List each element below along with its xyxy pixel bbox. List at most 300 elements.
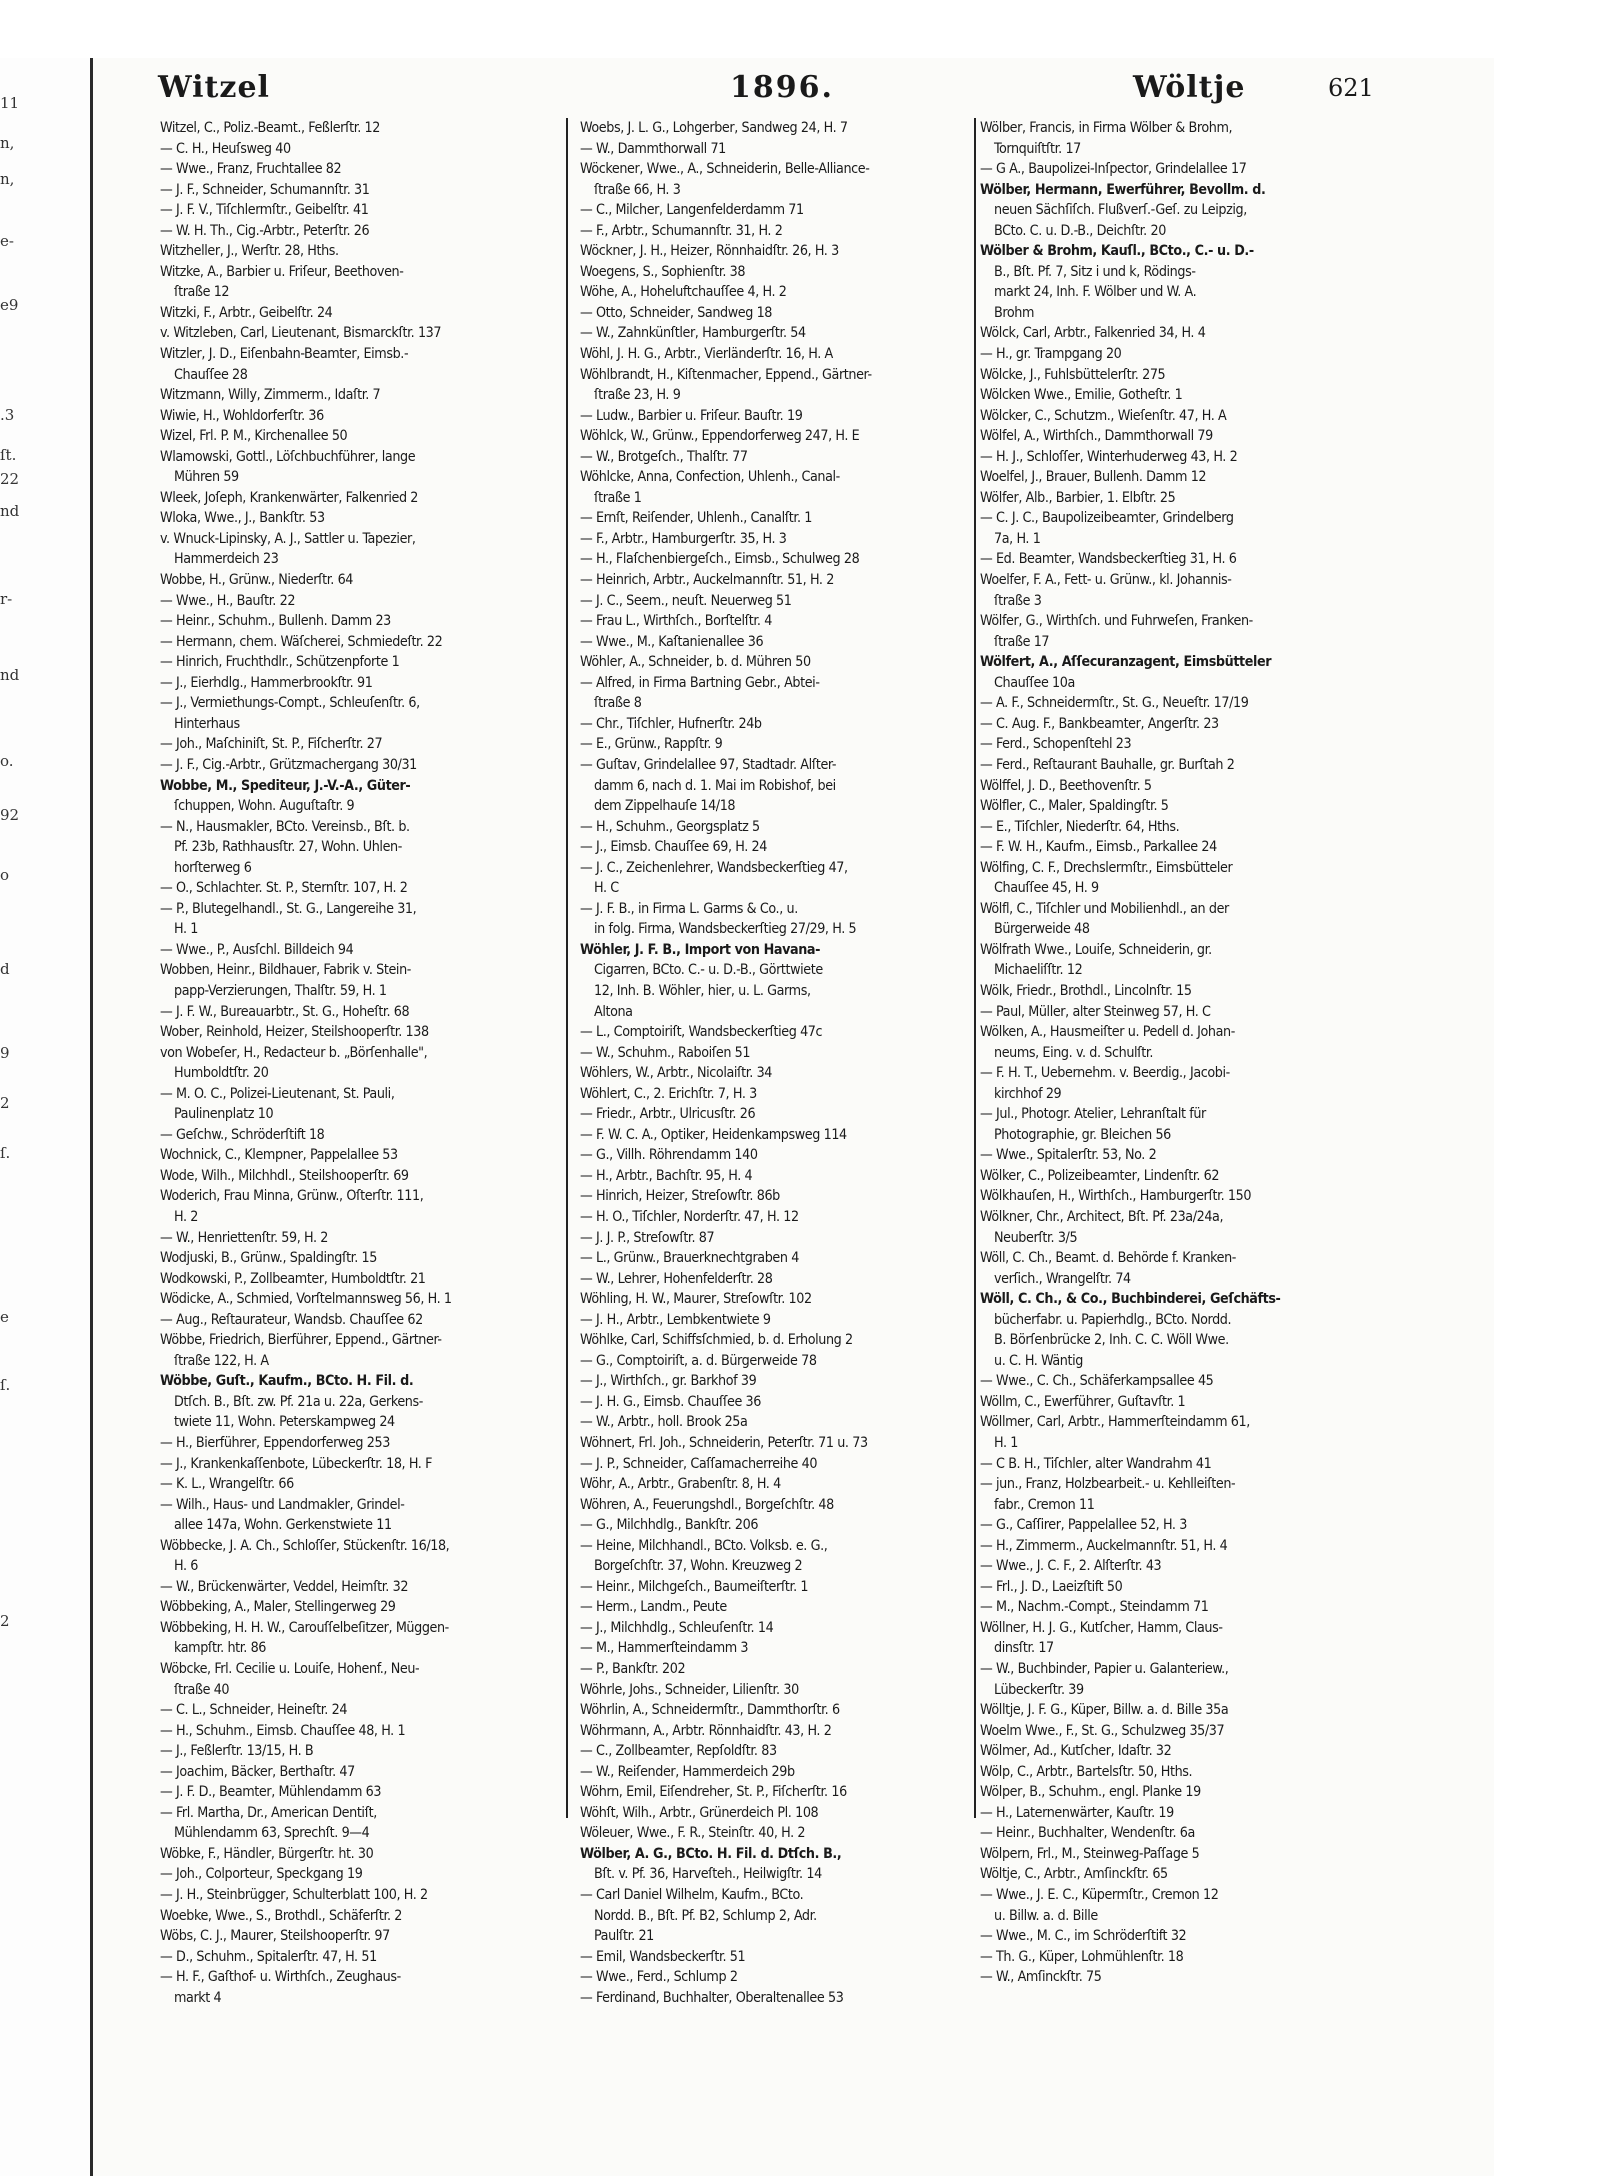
directory-entry (160, 1536, 572, 1577)
entry-line: Wölkhauſen, H., Wirthſch., Hamburgerſtr. 150 (980, 1188, 1252, 1205)
directory-entry (980, 1248, 1392, 1289)
entry-line: Witzmann, Willy, Zimmerm., Idaſtr. 7 (160, 387, 381, 404)
directory-entry (160, 1125, 572, 1146)
entry-line: — W., Arbtr., holl. Brook 25a (580, 1414, 748, 1431)
directory-entry (980, 385, 1392, 406)
entry-line: — G., Caſſirer, Pappelallee 52, H. 3 (980, 1517, 1187, 1534)
directory-entry (980, 1864, 1392, 1885)
entry-continuation-line: H. C (594, 880, 619, 897)
directory-entry (580, 1967, 992, 1988)
entry-line: — J., Eierhdlg., Hammerbrookſtr. 91 (160, 674, 373, 691)
entry-line: Wleek, Joſeph, Krankenwärter, Falkenried 2 (160, 489, 419, 506)
directory-entry (160, 180, 572, 201)
entry-line: — D., Schuhm., Spitalerſtr. 47, H. 51 (160, 1948, 377, 1965)
directory-entry (160, 1577, 572, 1598)
entry-continuation-line: Cigarren, BCto. C.- u. D.-B., Görttwiete (594, 962, 823, 979)
entry-continuation-line: kampſtr. htr. 86 (174, 1640, 267, 1657)
entry-line: Wobbe, H., Grünw., Niederſtr. 64 (160, 572, 354, 589)
directory-entry (580, 714, 992, 735)
entry-line: — Joachim, Bäcker, Berthaſtr. 47 (160, 1763, 355, 1780)
entry-continuation-line: u. C. H. Wäntig (994, 1352, 1083, 1369)
directory-entry (580, 139, 992, 160)
directory-entry (980, 1823, 1392, 1844)
directory-entry (160, 118, 572, 139)
directory-entry (160, 1474, 572, 1495)
facing-page-fragment: ſ. (0, 1376, 11, 1394)
directory-entry (580, 241, 992, 262)
entry-line: — Heinr., Milchgeſch., Baumeiſterſtr. 1 (580, 1578, 809, 1595)
directory-entry (980, 817, 1392, 838)
entry-line: — Joh., Maſchiniſt, St. P., Fiſcherſtr. 27 (160, 736, 383, 753)
directory-entry (980, 1721, 1392, 1742)
entry-line: Wöhler, A., Schneider, b. d. Mühren 50 (580, 654, 811, 671)
entry-line: v. Witzleben, Carl, Lieutenant, Bismarckſtr. 137 (160, 325, 442, 342)
directory-entry (160, 570, 572, 591)
directory-entry (580, 1228, 992, 1249)
entry-line: — J., Krankenkaſſenbote, Lübeckerſtr. 18, H. F (160, 1455, 433, 1472)
directory-column-2 (580, 118, 992, 2008)
directory-entry (980, 1762, 1392, 1783)
directory-entry (580, 652, 992, 673)
entry-line: Wöll, C. Ch., Beamt. d. Behörde f. Kranken- (980, 1250, 1237, 1267)
directory-entry (980, 714, 1392, 735)
directory-entry (980, 426, 1392, 447)
directory-entry (980, 344, 1392, 365)
entry-line: von Wobeſer, H., Redacteur b. „Börſenhalle", (160, 1044, 428, 1061)
directory-entry (160, 241, 572, 262)
directory-entry (580, 282, 992, 303)
entry-line: — Wwe., M. C., im Schröderſtift 32 (980, 1928, 1187, 1945)
directory-entry (980, 899, 1392, 940)
facing-page-fragment: e (0, 1308, 9, 1326)
entry-line: — Ferd., Schopenſtehl 23 (980, 736, 1132, 753)
entry-line: — Chr., Tiſchler, Hufnerſtr. 24b (580, 715, 762, 732)
entry-continuation-line: Chauſſee 45, H. 9 (994, 880, 1099, 897)
directory-entry (160, 1043, 572, 1084)
entry-line: — G., Milchhdlg., Bankſtr. 206 (580, 1517, 759, 1534)
entry-line: — J. F. B., in Firma L. Garms & Co., u. (580, 900, 798, 917)
entry-line: — J. F., Schneider, Schumannſtr. 31 (160, 181, 370, 198)
entry-continuation-line: ſtraße 40 (174, 1681, 230, 1698)
directory-entry (980, 508, 1392, 549)
directory-entry (980, 1947, 1392, 1968)
entry-continuation-line: Bürgerweide 48 (994, 921, 1090, 938)
entry-line: Wölber, Francis, in Firma Wölber & Brohm, (980, 120, 1233, 136)
facing-page-fragment: n, (0, 170, 15, 188)
directory-entry (160, 426, 572, 447)
entry-continuation-line: u. Billw. a. d. Bille (994, 1907, 1098, 1924)
entry-line: — J. F. W., Bureauarbtr., St. G., Hoheſtr. 68 (160, 1003, 410, 1020)
entry-line: — P., Bankſtr. 202 (580, 1661, 686, 1678)
entry-continuation-line: Hammerdeich 23 (174, 551, 279, 568)
directory-entry (160, 303, 572, 324)
directory-entry (980, 1063, 1392, 1104)
entry-line: — Jul., Photogr. Atelier, Lehranſtalt für (980, 1106, 1206, 1123)
directory-entry (580, 262, 992, 283)
directory-entry (580, 1474, 992, 1495)
page-number: 621 (1328, 74, 1374, 102)
entry-line: Wöhling, H. W., Maurer, Streſowſtr. 102 (580, 1291, 812, 1308)
directory-entry (580, 1145, 992, 1166)
directory-entry (580, 426, 992, 447)
directory-entry (580, 1186, 992, 1207)
facing-page-fragment: nd (0, 666, 20, 684)
entry-continuation-line: B., Bſt. Pf. 7, Sitz i und k, Rödings- (994, 263, 1196, 280)
entry-line: Wizel, Frl. P. M., Kirchenallee 50 (160, 428, 348, 445)
entry-line: — Frl., J. D., Laeizſtift 50 (980, 1578, 1123, 1595)
entry-line: — H., Schuhm., Georgsplatz 5 (580, 818, 760, 835)
directory-entry (160, 878, 572, 899)
directory-entry (160, 1947, 572, 1968)
entry-line: Wölber, A. G., BCto. H. Fil. d. Dtſch. B., (580, 1845, 842, 1862)
entry-continuation-line: Nordd. B., Bſt. Pf. B2, Schlump 2, Adr. (594, 1907, 817, 1924)
entry-continuation-line: Mühren 59 (174, 469, 239, 486)
entry-line: Wölken, A., Hausmeiſter u. Pedell d. Johan- (980, 1024, 1235, 1041)
entry-line: Wölfrath Wwe., Louiſe, Schneiderin, gr. (980, 941, 1212, 958)
entry-line: — J., Feßlerſtr. 13/15, H. B (160, 1743, 314, 1760)
entry-line: — Th. G., Küper, Lohmühlenſtr. 18 (980, 1948, 1184, 1965)
entry-line: — W., Schuhm., Raboiſen 51 (580, 1044, 751, 1061)
entry-continuation-line: Humboldtſtr. 20 (174, 1065, 269, 1082)
directory-entry (160, 1741, 572, 1762)
entry-line: — C., Zollbeamter, Repſoldſtr. 83 (580, 1743, 777, 1760)
directory-entry (580, 899, 992, 940)
directory-entry (580, 1207, 992, 1228)
entry-continuation-line: Tornquiſtſtr. 17 (994, 140, 1081, 157)
entry-line: Wiwie, H., Wohldorferſtr. 36 (160, 407, 324, 424)
entry-line: — Wwe., J. E. C., Küpermſtr., Cremon 12 (980, 1887, 1219, 1904)
directory-entry (160, 1269, 572, 1290)
directory-entry (980, 837, 1392, 858)
entry-line: — W., Buchbinder, Papier u. Galanteriew., (980, 1661, 1229, 1678)
entry-line: — J. H., Arbtr., Lembkentwiete 9 (580, 1311, 771, 1328)
directory-entry (160, 652, 572, 673)
facing-page-fragment: ſ. (0, 1144, 11, 1162)
facing-page-fragment: 9 (0, 1044, 10, 1062)
entry-line: — O., Schlachter. St. P., Sternſtr. 107, H. 2 (160, 880, 408, 897)
entry-continuation-line: ſtraße 8 (594, 695, 642, 712)
directory-entry (160, 1022, 572, 1043)
entry-line: — K. L., Wrangelſtr. 66 (160, 1476, 294, 1493)
facing-page-fragment: nd (0, 502, 20, 520)
entry-continuation-line: H. 2 (174, 1208, 198, 1225)
entry-line: — F. W. H., Kaufm., Eimsb., Parkallee 24 (980, 839, 1217, 856)
directory-entry (160, 1289, 572, 1310)
directory-entry (580, 1166, 992, 1187)
directory-entry (580, 1269, 992, 1290)
directory-entry (980, 1474, 1392, 1515)
directory-entry (980, 1186, 1392, 1207)
entry-line: Wölmer, Ad., Kutſcher, Idaſtr. 32 (980, 1743, 1172, 1760)
directory-entry (980, 1803, 1392, 1824)
directory-entry (160, 447, 572, 488)
directory-entry (160, 632, 572, 653)
directory-entry (980, 570, 1392, 611)
directory-entry (580, 529, 992, 550)
entry-line: Wöll, C. Ch., & Co., Buchbinderei, Geſchäfts- (980, 1291, 1281, 1308)
entry-line: — Geſchw., Schröderſtift 18 (160, 1126, 325, 1143)
entry-line: Wloka, Wwe., J., Bankſtr. 53 (160, 510, 325, 527)
entry-line: Woelm Wwe., F., St. G., Schulzweg 35/37 (980, 1722, 1225, 1739)
directory-entry (160, 1597, 572, 1618)
entry-line: Wlamowski, Gottl., Löſchbuchführer, lange (160, 448, 416, 465)
directory-entry (580, 1782, 992, 1803)
directory-entry (580, 303, 992, 324)
directory-entry (980, 1844, 1392, 1865)
directory-entry (980, 180, 1392, 242)
entry-line: — Heine, Milchhandl., BCto. Volksb. e. G., (580, 1537, 828, 1554)
entry-line: — Frl. Martha, Dr., American Dentiſt, (160, 1804, 377, 1821)
directory-entry (580, 118, 992, 139)
entry-line: Woelfel, J., Brauer, Bullenh. Damm 12 (980, 469, 1207, 486)
directory-entry (160, 262, 572, 303)
directory-entry (980, 776, 1392, 797)
directory-column-1 (160, 118, 572, 2008)
facing-page-fragment: 92 (0, 806, 20, 824)
entry-line: Wöbbeking, H. H. W., Carouſſelbeſitzer, Müggen- (160, 1619, 449, 1636)
entry-line: — H., Schuhm., Eimsb. Chauſſee 48, H. 1 (160, 1722, 406, 1739)
directory-entry (980, 406, 1392, 427)
entry-line: — Guſtav, Grindelallee 97, Stadtadr. Alſter- (580, 756, 837, 773)
entry-line: Witzler, J. D., Eiſenbahn-Beamter, Eimsb.- (160, 346, 409, 363)
entry-line: Wöhe, A., Hoheluftchauſſee 4, H. 2 (580, 284, 787, 301)
directory-entry (160, 960, 572, 1001)
directory-entry (580, 1844, 992, 1885)
entry-line: Wölfl, C., Tiſchler und Mobilienhdl., an der (980, 900, 1229, 917)
entry-line: — J. P., Schneider, Caſſamacherreihe 40 (580, 1455, 818, 1472)
entry-line: Wölck, Carl, Arbtr., Falkenried 34, H. 4 (980, 325, 1206, 342)
directory-entry (580, 1125, 992, 1146)
directory-entry (580, 1330, 992, 1351)
entry-continuation-line: markt 24, Inh. F. Wölber und W. A. (994, 284, 1197, 301)
entry-line: — G A., Baupolizei-Inſpector, Grindelallee 17 (980, 161, 1247, 178)
entry-line: — H. J., Schloſſer, Winterhuderweg 43, H. 2 (980, 448, 1238, 465)
directory-entry (580, 1289, 992, 1310)
entry-line: Woderich, Frau Minna, Grünw., Oſterſtr. 111, (160, 1188, 424, 1205)
entry-line: Wölkner, Chr., Architect, Bſt. Pf. 23a/24a, (980, 1208, 1224, 1225)
facing-page-fragment: e9 (0, 296, 19, 314)
entry-line: — J. J. P., Streſowſtr. 87 (580, 1229, 715, 1246)
directory-entry (160, 1926, 572, 1947)
entry-line: — Wwe., J. C. F., 2. Alſterſtr. 43 (980, 1558, 1162, 1575)
entry-continuation-line: kirchhof 29 (994, 1085, 1062, 1102)
directory-entry (160, 1782, 572, 1803)
directory-entry (980, 858, 1392, 899)
entry-line: — W., Henriettenſtr. 59, H. 2 (160, 1229, 328, 1246)
entry-continuation-line: ſchuppen, Wohn. Auguſtaſtr. 9 (174, 798, 355, 815)
entry-line: Wölfing, C. F., Drechslermſtr., Eimsbütteler (980, 859, 1233, 876)
entry-line: Wober, Reinhold, Heizer, Steilshooperſtr. 138 (160, 1024, 429, 1041)
entry-continuation-line: in folg. Firma, Wandsbeckerſtieg 27/29, H. 5 (594, 921, 857, 938)
directory-entry (160, 1803, 572, 1844)
facing-page-fragment: n, (0, 134, 15, 152)
entry-line: Wölffel, J. D., Beethovenſtr. 5 (980, 777, 1152, 794)
entry-continuation-line: Dtſch. B., Bſt. zw. Pf. 21a u. 22a, Gerkens- (174, 1393, 423, 1410)
entry-line: — Frau L., Wirthſch., Borſtelſtr. 4 (580, 613, 772, 630)
directory-entry (580, 1885, 992, 1947)
entry-line: — H., Bierführer, Eppendorferweg 253 (160, 1435, 390, 1451)
entry-line: Witzki, F., Arbtr., Geibelſtr. 24 (160, 304, 333, 321)
directory-entry (580, 673, 992, 714)
directory-entry (980, 488, 1392, 509)
directory-entry (160, 1002, 572, 1023)
directory-entry (160, 591, 572, 612)
entry-continuation-line: verſich., Wrangelſtr. 74 (994, 1270, 1131, 1287)
directory-entry (980, 1022, 1392, 1063)
directory-entry (580, 549, 992, 570)
directory-entry (160, 200, 572, 221)
entry-continuation-line: Photographie, gr. Bleichen 56 (994, 1126, 1171, 1143)
entry-continuation-line: ſtraße 1 (594, 489, 642, 506)
directory-entry (580, 1762, 992, 1783)
directory-entry (580, 159, 992, 200)
entry-continuation-line: ſtraße 17 (994, 633, 1050, 650)
directory-entry (580, 1392, 992, 1413)
directory-entry (980, 1002, 1392, 1023)
entry-line: Witzel, C., Poliz.-Beamt., Feßlerſtr. 12 (160, 120, 380, 136)
directory-entry (160, 508, 572, 529)
entry-line: — Otto, Schneider, Sandweg 18 (580, 304, 773, 321)
entry-line: — C. H., Heuſsweg 40 (160, 140, 291, 157)
directory-entry (580, 570, 992, 591)
entry-line: Wöbbe, Friedrich, Bierführer, Eppend., Gärtner- (160, 1332, 442, 1349)
entry-line: — C. Aug. F., Bankbeamter, Angerſtr. 23 (980, 715, 1219, 732)
directory-entry (980, 755, 1392, 776)
entry-continuation-line: Lübeckerſtr. 39 (994, 1681, 1084, 1698)
facing-page-edge (0, 58, 90, 2176)
entry-line: Wölcken Wwe., Emilie, Gotheſtr. 1 (980, 387, 1183, 404)
entry-continuation-line: Brohm (994, 304, 1035, 321)
directory-entry (580, 1700, 992, 1721)
entry-line: — H., Flaſchenbiergeſch., Eimsb., Schulweg 28 (580, 551, 860, 568)
directory-entry (980, 734, 1392, 755)
entry-line: — N., Hausmakler, BCto. Vereinsb., Bſt. b. (160, 818, 410, 835)
entry-line: — W., Brotgeſch., Thalſtr. 77 (580, 448, 748, 465)
entry-line: Witzke, A., Barbier u. Friſeur, Beethoven- (160, 263, 404, 280)
directory-entry (980, 1371, 1392, 1392)
entry-line: — Wwe., Ferd., Schlump 2 (580, 1969, 738, 1986)
entry-continuation-line: Mühlendamm 63, Sprechſt. 9—4 (174, 1825, 370, 1842)
directory-entry (160, 1166, 572, 1187)
entry-line: Wöhlcke, Anna, Confection, Uhlenh., Canal- (580, 469, 840, 486)
directory-entry (580, 344, 992, 365)
directory-entry (580, 1803, 992, 1824)
entry-continuation-line: dem Zippelhauſe 14/18 (594, 798, 736, 815)
entry-line: Woebke, Wwe., S., Brothdl., Schäferſtr. 2 (160, 1907, 403, 1924)
directory-entry (160, 406, 572, 427)
entry-line: Wöhſt, Wilh., Arbtr., Grünerdeich Pl. 108 (580, 1804, 819, 1821)
directory-entry (980, 1782, 1392, 1803)
entry-line: — F., Arbtr., Hamburgerſtr. 35, H. 3 (580, 530, 787, 547)
directory-entry (580, 1988, 992, 2009)
directory-entry (160, 1844, 572, 1865)
directory-entry (580, 1371, 992, 1392)
entry-continuation-line: ſtraße 66, H. 3 (594, 181, 681, 198)
entry-line: — M., Nachm.-Compt., Steindamm 71 (980, 1599, 1209, 1616)
directory-entry (160, 1330, 572, 1371)
directory-entry (160, 1618, 572, 1659)
entry-line: Wöhren, A., Feuerungshdl., Borgeſchſtr. 48 (580, 1496, 834, 1513)
directory-entry (160, 1721, 572, 1742)
entry-continuation-line: Pf. 23b, Rathhausſtr. 27, Wohn. Uhlen- (174, 839, 402, 856)
directory-entry (160, 1659, 572, 1700)
facing-page-fragment: d (0, 960, 10, 978)
directory-entry (580, 1351, 992, 1372)
entry-continuation-line: allee 147a, Wohn. Gerkenstwiete 11 (174, 1517, 392, 1534)
entry-line: Wöckner, J. H., Heizer, Rönnhaidſtr. 26, H. 3 (580, 243, 839, 260)
entry-line: Wode, Wilh., Milchhdl., Steilshooperſtr. 69 (160, 1167, 409, 1184)
facing-page-fragment: r- (0, 590, 13, 608)
entry-line: — Hinrich, Heizer, Streſowſtr. 86b (580, 1188, 780, 1205)
entry-line: — J. C., Zeichenlehrer, Wandsbeckerſtieg 47, (580, 859, 848, 876)
directory-entry (980, 365, 1392, 386)
directory-entry (160, 817, 572, 879)
directory-entry (580, 1495, 992, 1516)
entry-continuation-line: twiete 11, Wohn. Peterskampweg 24 (174, 1414, 395, 1431)
directory-entry (980, 467, 1392, 488)
entry-line: Wödicke, A., Schmied, Vorſtelmannsweg 56, H. 1 (160, 1291, 452, 1308)
entry-line: Wöbbe, Guſt., Kaufm., BCto. H. Fil. d. (160, 1373, 414, 1390)
directory-entry (980, 611, 1392, 652)
directory-entry (580, 323, 992, 344)
directory-entry (580, 1084, 992, 1105)
entry-line: Wöllmer, Carl, Arbtr., Hammerſteindamm 61, (980, 1414, 1250, 1431)
directory-entry (980, 118, 1392, 159)
directory-entry (980, 652, 1392, 693)
entry-line: — H. F., Gaſthof- u. Wirthſch., Zeughaus- (160, 1969, 401, 1986)
entry-line: — W. H. Th., Cig.-Arbtr., Peterſtr. 26 (160, 222, 370, 239)
entry-line: Wöhrmann, A., Arbtr. Rönnhaidſtr. 43, H. 2 (580, 1722, 832, 1739)
entry-line: Wölfert, A., Aſſecuranzagent, Eimsbütteler (980, 654, 1272, 671)
gutter-rule (90, 58, 93, 2176)
directory-entry (580, 940, 992, 1022)
directory-entry (160, 1885, 572, 1906)
directory-entry (980, 1556, 1392, 1577)
directory-entry (160, 1495, 572, 1536)
directory-entry (580, 1741, 992, 1762)
directory-entry (160, 611, 572, 632)
entry-line: — F. W. C. A., Optiker, Heidenkampsweg 114 (580, 1126, 847, 1143)
directory-entry (580, 1433, 992, 1454)
directory-entry (160, 1186, 572, 1227)
directory-entry (580, 1104, 992, 1125)
directory-entry (580, 755, 992, 817)
entry-line: — C B. H., Tiſchler, alter Wandrahm 41 (980, 1455, 1212, 1472)
entry-continuation-line: H. 6 (174, 1558, 198, 1575)
entry-line: Wodkowski, P., Zollbeamter, Humboldtſtr. 21 (160, 1270, 426, 1287)
entry-line: Wöhlck, W., Grünw., Eppendorferweg 247, H. E (580, 428, 860, 445)
directory-entry (160, 221, 572, 242)
entry-continuation-line: ſtraße 122, H. A (174, 1352, 269, 1369)
entry-line: — Alfred, in Firma Bartning Gebr., Abtei- (580, 674, 820, 691)
directory-entry (580, 611, 992, 632)
directory-entry (160, 1864, 572, 1885)
entry-line: — W., Dammthorwall 71 (580, 140, 726, 157)
entry-line: — L., Grünw., Brauerknechtgraben 4 (580, 1250, 799, 1267)
directory-entry (580, 1823, 992, 1844)
entry-line: — Wwe., C. Ch., Schäferkampsallee 45 (980, 1373, 1214, 1390)
directory-entry (580, 837, 992, 858)
entry-line: Wochnick, C., Klempner, Pappelallee 53 (160, 1147, 398, 1164)
entry-line: — W., Lehrer, Hohenfelderſtr. 28 (580, 1270, 773, 1287)
entry-line: — Ed. Beamter, Wandsbeckerſtieg 31, H. 6 (980, 551, 1237, 568)
entry-continuation-line: Chauſſee 10a (994, 674, 1075, 691)
entry-line: — W., Reiſender, Hammerdeich 29b (580, 1763, 795, 1780)
header-year: 1896. (730, 70, 834, 105)
entry-line: Wöbbecke, J. A. Ch., Schloſſer, Stückenſtr. 16/18, (160, 1537, 450, 1554)
entry-continuation-line: dinsſtr. 17 (994, 1640, 1054, 1657)
directory-entry (980, 1536, 1392, 1557)
